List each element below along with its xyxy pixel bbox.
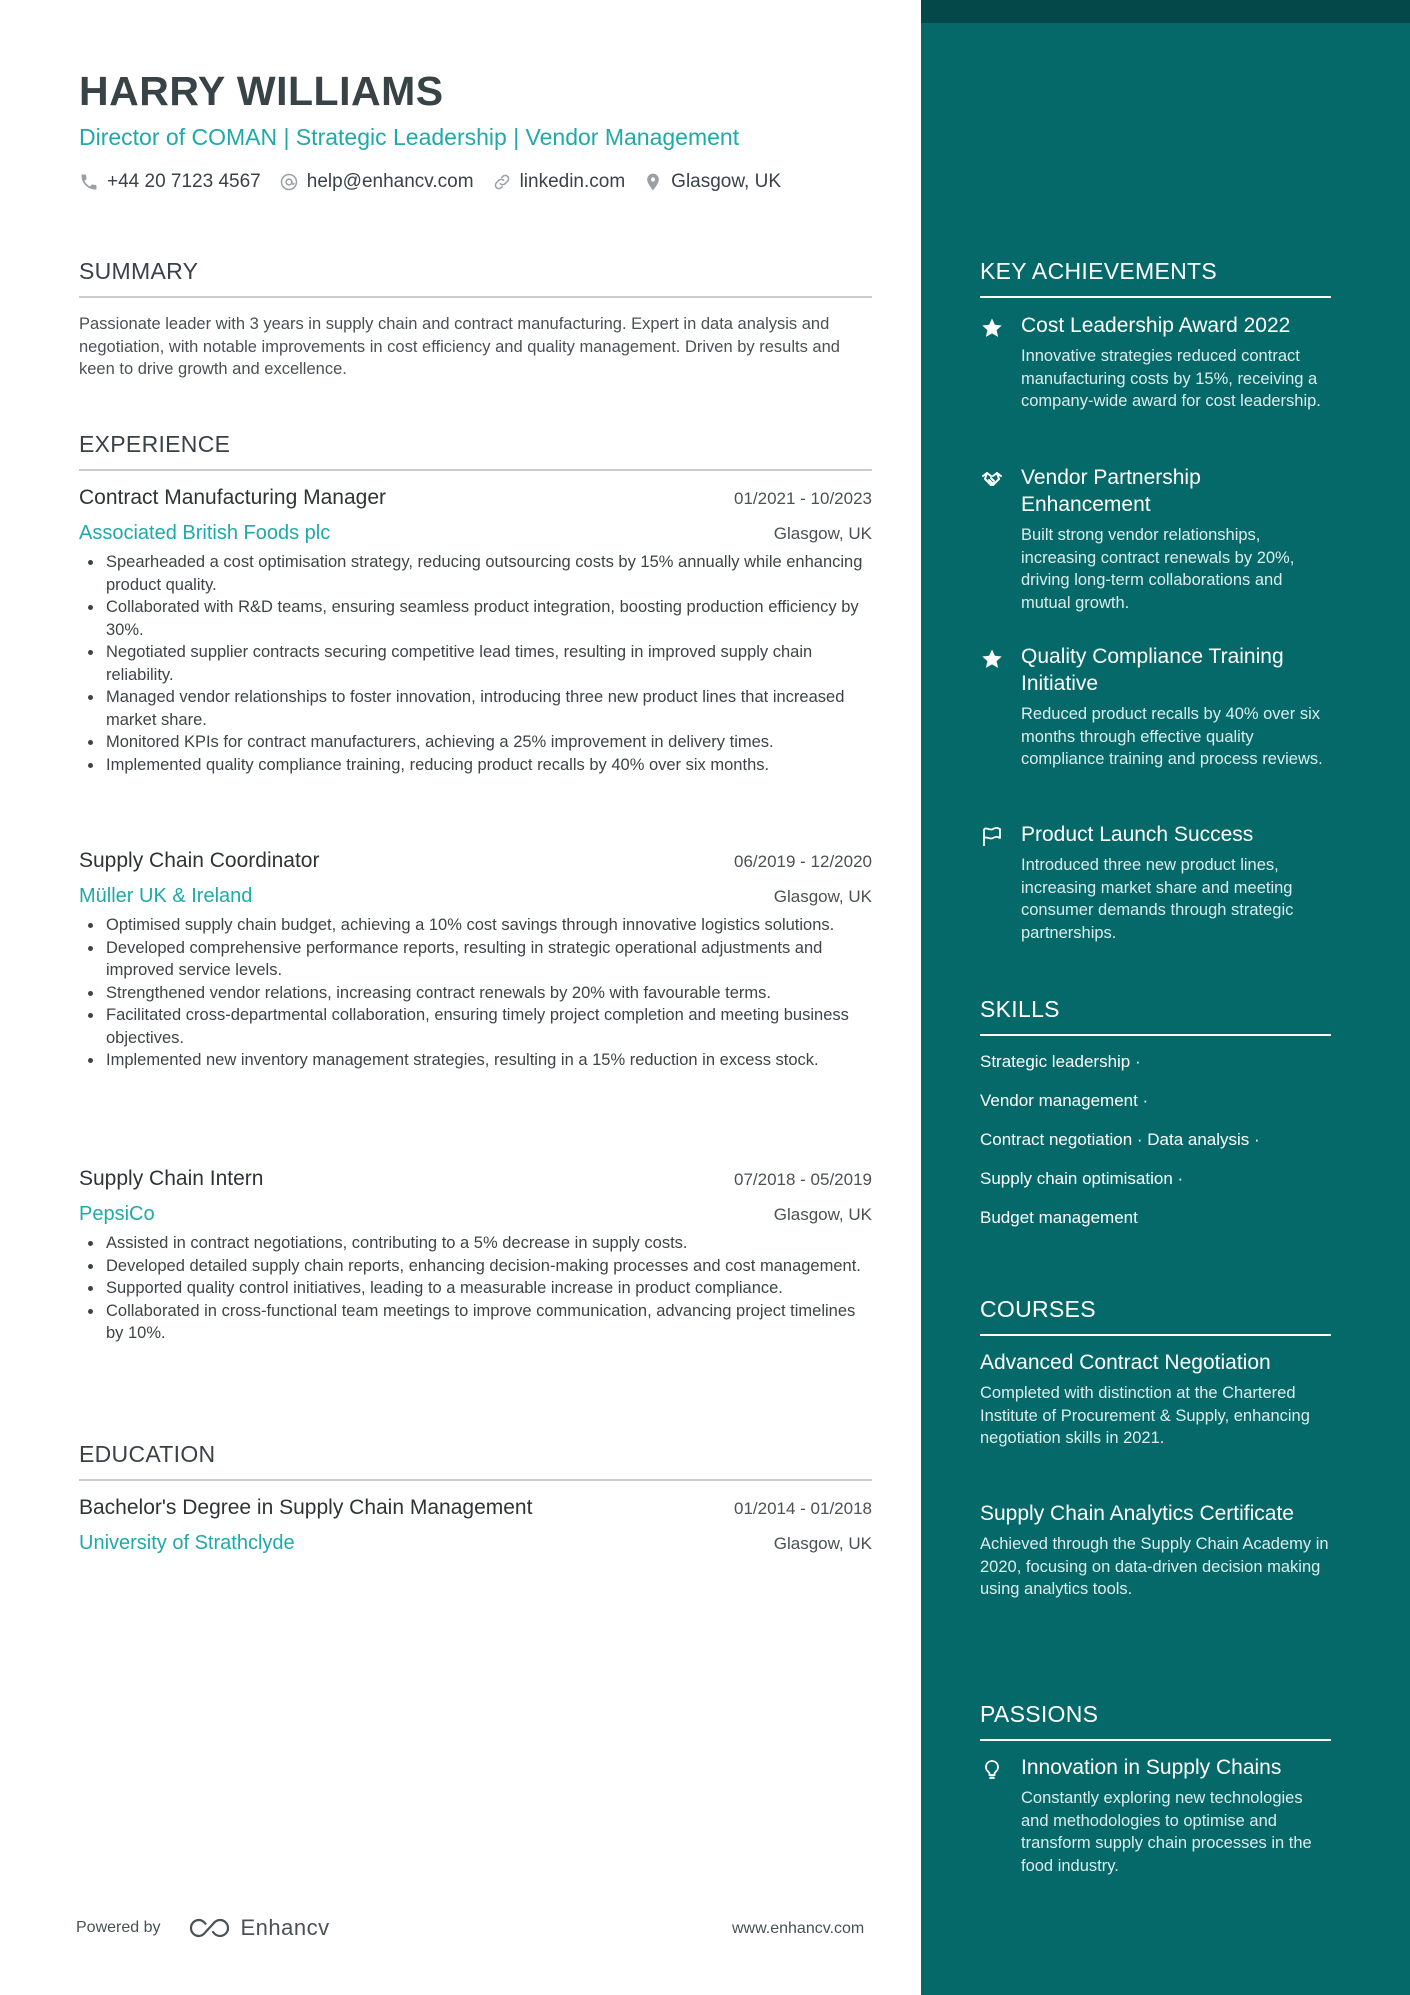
passions-heading: PASSIONS — [980, 1701, 1099, 1727]
candidate-headline: Director of COMAN | Strategic Leadership | Vendor Management — [79, 124, 740, 150]
course-item — [980, 1500, 1331, 1601]
degree-title: Bachelor's Degree in Supply Chain Management — [79, 1496, 533, 1519]
school-name: University of Strathclyde — [79, 1532, 295, 1554]
flag-icon — [980, 825, 1004, 849]
location-text: Glasgow, UK — [671, 171, 781, 192]
job-bullets — [79, 914, 872, 1072]
contact-linkedin[interactable] — [492, 171, 626, 193]
brand-text: Enhancv — [240, 1915, 330, 1940]
enhancv-logo-icon — [187, 1916, 233, 1940]
education-location: Glasgow, UK — [773, 1534, 872, 1553]
job-company: Associated British Foods plc — [79, 522, 331, 544]
achievement-description: Innovative strategies reduced contract manufacturing costs by 15%, receiving a company-wide award for cost leadership. — [1021, 347, 1321, 410]
achievement-title: Cost Leadership Award 2022 — [1021, 314, 1291, 337]
bullet-item: Monitored KPIs for contract manufacturers, achieving a 25% improvement in delivery times. — [79, 731, 872, 754]
bullet-item: Implemented quality compliance training, reducing product recalls by 40% over six months. — [79, 754, 872, 777]
achievement-item — [980, 643, 1331, 771]
courses-heading: COURSES — [980, 1296, 1096, 1322]
summary-text: Passionate leader with 3 years in supply chain and contract manufacturing. Expert in data analysis and negotiation, with notable improvements in cost efficiency and quality management. Driven by results and keen to drive growth and excellence. — [79, 315, 840, 378]
course-description: Achieved through the Supply Chain Academy in 2020, focusing on data-driven decision making using analytics tools. — [980, 1535, 1329, 1598]
bullet-item: Spearheaded a cost optimisation strategy, reducing outsourcing costs by 15% annually while enhancing product quality. — [79, 551, 872, 596]
passion-title: Innovation in Supply Chains — [1021, 1756, 1282, 1779]
achievement-description: Reduced product recalls by 40% over six months through effective quality compliance training and process reviews. — [1021, 705, 1323, 768]
achievement-description: Introduced three new product lines, increasing market share and meeting consumer demands through strategic partnerships. — [1021, 856, 1294, 942]
achievements-heading: KEY ACHIEVEMENTS — [980, 258, 1218, 284]
sidebar — [921, 0, 1410, 1995]
achievement-item — [980, 312, 1331, 413]
job-title: Contract Manufacturing Manager — [79, 486, 386, 509]
job-dates: 06/2019 - 12/2020 — [733, 852, 872, 871]
skill-line: Contract negotiation · Data analysis · — [980, 1130, 1260, 1149]
job-bullets — [79, 1232, 872, 1345]
course-title: Advanced Contract Negotiation — [980, 1351, 1271, 1374]
job-dates: 01/2021 - 10/2023 — [733, 489, 872, 508]
linkedin-text: linkedin.com — [519, 171, 626, 192]
enhancv-logo[interactable] — [187, 1915, 330, 1941]
experience-heading: EXPERIENCE — [79, 431, 231, 457]
education-heading: EDUCATION — [79, 1441, 216, 1467]
job-entry — [79, 849, 872, 1072]
achievement-title: Quality Compliance Training Initiative — [1021, 645, 1284, 695]
footer-branding — [76, 1915, 330, 1941]
phone-icon — [79, 172, 99, 192]
education-entry — [79, 1496, 872, 1555]
bullet-item: Implemented new inventory management strategies, resulting in a 15% reduction in excess stock. — [79, 1049, 872, 1072]
passion-item — [980, 1754, 1331, 1877]
contact-bar — [79, 171, 799, 193]
skill-line: Budget management — [980, 1208, 1138, 1227]
job-company: PepsiCo — [79, 1203, 155, 1225]
job-location: Glasgow, UK — [773, 1205, 872, 1224]
course-description: Completed with distinction at the Chartered Institute of Procurement & Supply, enhancing negotiation skills in 2021. — [980, 1384, 1310, 1447]
job-title: Supply Chain Intern — [79, 1167, 264, 1190]
lightbulb-icon — [980, 1758, 1004, 1782]
at-icon — [279, 172, 299, 192]
footer-url[interactable]: www.enhancv.com — [732, 1920, 865, 1937]
achievement-item — [980, 464, 1331, 614]
bullet-item: Assisted in contract negotiations, contributing to a 5% decrease in supply costs. — [79, 1232, 872, 1255]
bullet-item: Strengthened vendor relations, increasing contract renewals by 20% with favourable terms. — [79, 982, 872, 1005]
achievement-title: Product Launch Success — [1021, 823, 1254, 846]
location-pin-icon — [643, 172, 663, 192]
skills-divider — [980, 1034, 1331, 1036]
summary-divider — [79, 296, 872, 298]
bullet-item: Collaborated with R&D teams, ensuring seamless product integration, boosting production efficiency by 30%. — [79, 596, 872, 641]
summary-heading: SUMMARY — [79, 258, 199, 284]
bullet-item: Optimised supply chain budget, achieving a 10% cost savings through innovative logistics solutions. — [79, 914, 872, 937]
job-entry — [79, 1167, 872, 1345]
bullet-item: Managed vendor relationships to foster innovation, introducing three new product lines that increased market share. — [79, 686, 872, 731]
skill-line: Vendor management · — [980, 1091, 1149, 1110]
job-entry — [79, 486, 872, 776]
job-dates: 07/2018 - 05/2019 — [733, 1170, 872, 1189]
bullet-item: Developed comprehensive performance reports, resulting in strategic operational adjustments and improved service levels. — [79, 937, 872, 982]
star-icon — [980, 647, 1004, 671]
achievement-item — [980, 821, 1331, 944]
job-location: Glasgow, UK — [773, 887, 872, 906]
contact-email[interactable] — [279, 171, 474, 193]
achievements-divider — [980, 296, 1331, 298]
star-icon — [980, 316, 1004, 340]
course-title: Supply Chain Analytics Certificate — [980, 1502, 1294, 1525]
powered-by-text: Powered by — [76, 1919, 161, 1936]
education-dates: 01/2014 - 01/2018 — [733, 1499, 872, 1518]
course-item — [980, 1349, 1331, 1450]
skills-heading: SKILLS — [980, 996, 1060, 1022]
bullet-item: Negotiated supplier contracts securing competitive lead times, resulting in improved supply chain reliability. — [79, 641, 872, 686]
skill-line: Supply chain optimisation · — [980, 1169, 1184, 1188]
passion-description: Constantly exploring new technologies and methodologies to optimise and transform supply chain processes in the food industry. — [1021, 1789, 1312, 1875]
achievement-title: Vendor Partnership Enhancement — [1021, 466, 1201, 516]
job-bullets — [79, 551, 872, 776]
job-company: Müller UK & Ireland — [79, 885, 253, 907]
phone-text: +44 20 7123 4567 — [107, 171, 261, 192]
contact-phone[interactable] — [79, 171, 261, 193]
education-divider — [79, 1479, 872, 1481]
bullet-item: Facilitated cross-departmental collaboration, ensuring timely project completion and meeting business objectives. — [79, 1004, 872, 1049]
job-title: Supply Chain Coordinator — [79, 849, 320, 872]
contact-location — [643, 171, 781, 193]
bullet-item: Collaborated in cross-functional team meetings to improve communication, advancing project timelines by 10%. — [79, 1300, 872, 1345]
sidebar-top-band — [921, 0, 1410, 23]
bullet-item: Supported quality control initiatives, leading to a measurable increase in product compliance. — [79, 1277, 872, 1300]
email-text: help@enhancv.com — [306, 171, 474, 192]
experience-divider — [79, 469, 872, 471]
handshake-icon — [980, 468, 1004, 492]
link-icon — [492, 172, 512, 192]
achievement-description: Built strong vendor relationships, increasing contract renewals by 20%, driving long-term collaborations and mutual growth. — [1021, 526, 1295, 612]
job-location: Glasgow, UK — [773, 524, 872, 543]
bullet-item: Developed detailed supply chain reports, enhancing decision-making processes and cost management. — [79, 1255, 872, 1278]
candidate-name: HARRY WILLIAMS — [79, 68, 444, 114]
passions-divider — [980, 1739, 1331, 1741]
courses-divider — [980, 1334, 1331, 1336]
skill-line: Strategic leadership · — [980, 1052, 1141, 1071]
